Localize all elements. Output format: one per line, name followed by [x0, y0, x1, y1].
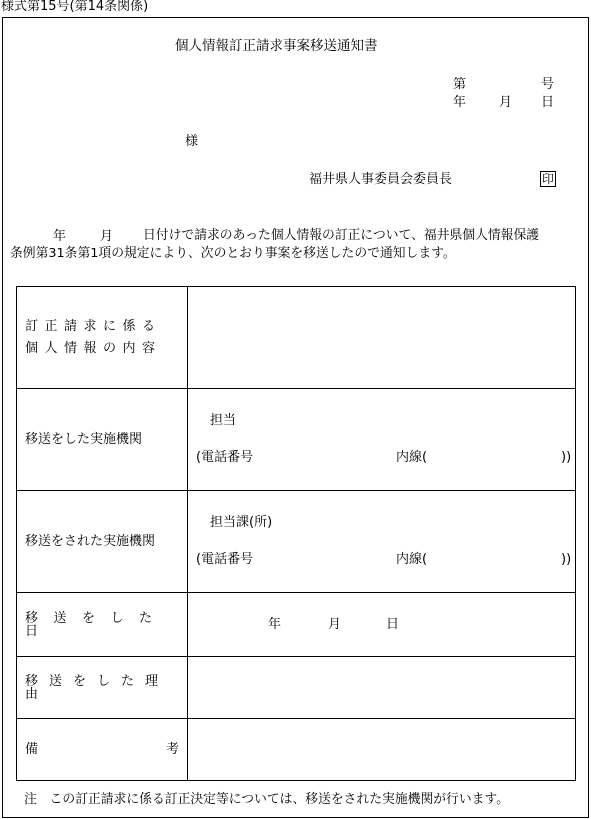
value-cell[interactable] — [188, 491, 576, 593]
label-cell — [17, 593, 188, 657]
table-row — [17, 491, 576, 593]
label-cell — [17, 657, 188, 719]
date-year: 年 — [453, 95, 467, 110]
label-text: 移送をした実施機関 — [25, 432, 143, 447]
tanto-label: 担当課(所) — [210, 514, 273, 530]
label-line — [25, 338, 187, 360]
date-day: 日 — [386, 616, 400, 632]
close-paren: )) — [561, 449, 572, 465]
table-row — [17, 287, 576, 389]
date-year: 年 — [268, 616, 282, 632]
label-line — [25, 612, 187, 638]
label-text: 個人情報の内容 — [25, 340, 162, 356]
label-line — [25, 675, 187, 701]
date-day: 日 — [541, 95, 555, 110]
close-paren: )) — [561, 551, 572, 567]
body-line2-text: 条例第31条第1項の規定により、次のとおり事案を移送したので通知します。 — [10, 246, 456, 261]
label-line — [25, 743, 187, 756]
doc-number-dai: 第 — [453, 77, 467, 92]
value-cell[interactable] — [188, 657, 576, 719]
label-text: 訂正請求に係る — [25, 318, 162, 334]
body-line1-text: 日付けで請求のあった個人情報の訂正について、福井県個人情報保護 — [143, 228, 540, 243]
tel-label: (電話番号 — [196, 551, 254, 567]
label-cell — [17, 287, 188, 389]
body-year: 年 — [53, 229, 67, 244]
label-line — [25, 316, 187, 338]
footnote: 注 この訂正請求に係る訂正決定等については、移送をされた実施機関が行います。 — [24, 792, 510, 807]
table-row — [17, 593, 576, 657]
label-cell — [17, 491, 188, 593]
label-text: 移送をした日 — [25, 610, 168, 639]
label-text: 移送をされた実施機関 — [25, 534, 156, 549]
date-month: 月 — [328, 616, 342, 632]
label-cell — [17, 719, 188, 781]
document-title: 個人情報訂正請求事案移送通知書 — [175, 38, 378, 54]
value-cell[interactable] — [188, 719, 576, 781]
seal-mark: 印 — [541, 172, 554, 186]
naisen-label: 内線( — [396, 449, 428, 465]
form-number-label: 様式第15号(第14条関係) — [1, 0, 149, 14]
tanto-label: 担当 — [210, 412, 237, 428]
label-text: 備 — [25, 742, 39, 757]
tel-label: (電話番号 — [196, 449, 254, 465]
value-cell[interactable] — [188, 287, 576, 389]
doc-number-go: 号 — [541, 77, 555, 92]
label-text: 移送をした理由 — [25, 673, 170, 702]
value-cell[interactable] — [188, 389, 576, 491]
body-month: 月 — [100, 229, 114, 244]
table-row — [17, 389, 576, 491]
naisen-label: 内線( — [396, 551, 428, 567]
addressee-sama: 様 — [185, 134, 199, 149]
table-row — [17, 657, 576, 719]
transfer-details-table — [16, 286, 576, 781]
label-cell — [17, 389, 188, 491]
table-row — [17, 719, 576, 781]
value-cell[interactable] — [188, 593, 576, 657]
date-month: 月 — [499, 95, 513, 110]
sender-name: 福井県人事委員会委員長 — [309, 172, 453, 187]
label-text: 考 — [165, 742, 179, 757]
